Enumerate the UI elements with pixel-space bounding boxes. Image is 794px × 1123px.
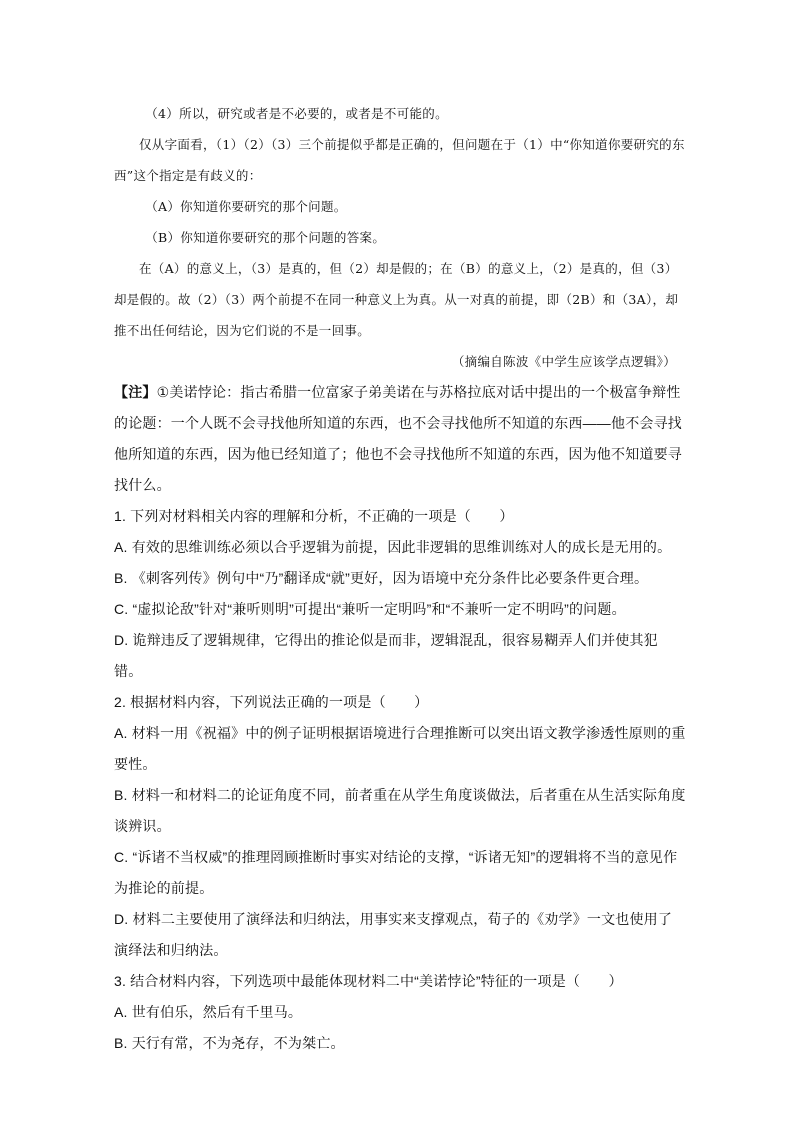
question-1-option-d: D. 诡辩违反了逻辑规律，它得出的推论似是而非，逻辑混乱，很容易糊弄人们并使其犯错。 [114,632,658,679]
source-citation: （摘编自陈波《中学生应该学点逻辑》） [451,354,676,369]
question-1-option-a: A. 有效的思维训练必须以合乎逻辑为前提，因此非逻辑的思维训练对人的成长是无用的。 [114,539,672,555]
note-paragraph [114,377,686,501]
question-2-option-a: A. 材料一用《祝福》中的例子证明根据语境进行合理推断可以突出语文教学渗透性原则的重要性。 [114,725,686,772]
question-1-option-c: C. “虚拟论敌”针对“兼听则明”可提出“兼听一定明吗”和“不兼听一定不明吗”的问题。 [114,601,626,617]
conclusion-paragraph: 在（A）的意义上，（3）是真的，但（2）却是假的；在（B）的意义上，（2）是真的，但（3）却是假的。故（2）（3）两个前提不在同一种意义上为真。从一对真的前提，即（2B）和（3A），却推不出任何结论，因为它们说的不是一回事。 [114,261,679,338]
question-2-stem: 2. 根据材料内容，下列说法正确的一项是（ ） [114,694,429,710]
question-2-option-b: B. 材料一和材料二的论证角度不同，前者重在从学生角度谈做法，后者重在从生活实际角度谈辨识。 [114,787,686,834]
analysis-paragraph: 仅从字面看，（1）（2）（3）三个前提似乎都是正确的，但问题在于（1）中“你知道你要研究的东西”这个指定是有歧义的： [114,137,685,183]
sense-b: （B）你知道你要研究的那个问题的答案。 [145,230,386,245]
question-2-option-d: D. 材料二主要使用了演绎法和归纳法，用事实来支撑观点，荀子的《劝学》一文也使用了演绎法和归纳法。 [114,911,673,958]
document-page [114,98,686,1059]
question-3-option-b: B. 天行有常，不为尧存，不为桀亡。 [114,1035,345,1051]
question-3-option-a: A. 世有伯乐，然后有千里马。 [114,1004,303,1020]
premise-4: （4）所以，研究或者是不必要的，或者是不可能的。 [145,106,448,121]
question-2-option-c: C. “诉诸不当权威”的推理罔顾推断时事实对结论的支撑，“诉诸无知”的逻辑将不当的意见作为推论的前提。 [114,849,678,896]
question-3-stem: 3. 结合材料内容，下列选项中最能体现材料二中“美诺悖论”特征的一项是（ ） [114,973,623,989]
question-1-option-b: B. 《刺客列传》例句中“乃”翻译成“就”更好，因为语境中充分条件比必要条件更合理。 [114,570,649,586]
question-1-stem: 1. 下列对材料相关内容的理解和分析，不正确的一项是（ ） [114,508,514,524]
sense-a: （A）你知道你要研究的那个问题。 [145,199,347,214]
note-text: ①美诺悖论：指古希腊一位富家子弟美诺在与苏格拉底对话中提出的一个极富争辩性的论题：一个人既不会寻找他所知道的东西，也不会寻找他所不知道的东西——他不会寻找他所知道的东西，因为他已经知道了；他也不会寻找他所不知道的东西，因为他不知道要寻找什么。 [114,384,682,493]
note-tag: 【注】 [114,384,157,400]
